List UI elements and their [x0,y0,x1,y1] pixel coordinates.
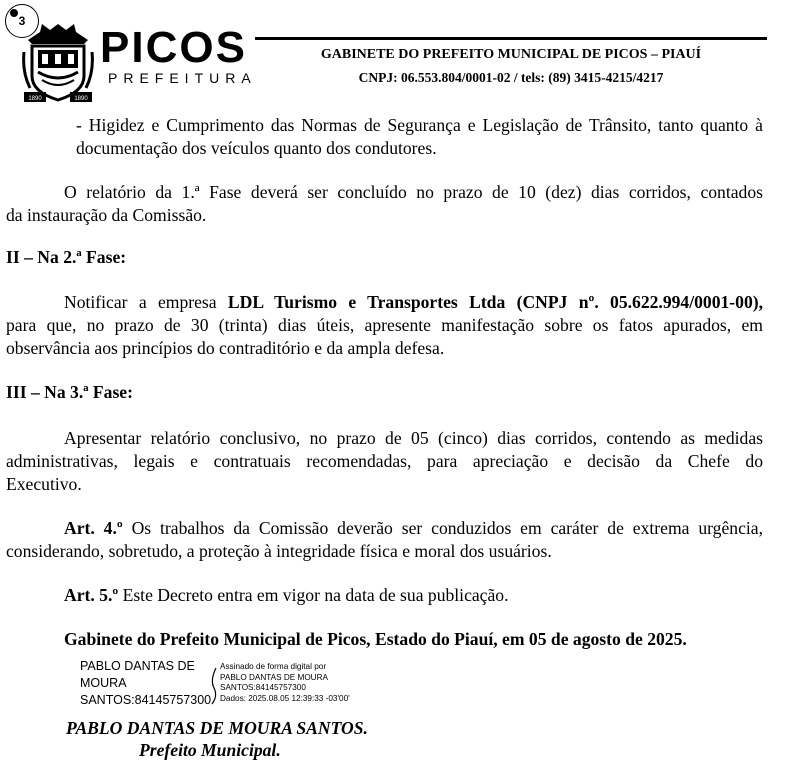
text-line: Apresentar relatório conclusivo, no prazo de 05 (cinco) dias corridos, contendo as medidas [64,428,763,448]
section-heading-phase2: II – Na 2.ª Fase: [6,247,127,267]
text-line: O relatório da 1.ª Fase deverá ser concluído no prazo de 10 (dez) dias corridos, contados [64,182,763,202]
text-line: da instauração da Comissão. [6,205,207,225]
text-line [6,291,763,314]
signature-meta-line: Assinado de forma digital por [220,662,327,671]
closing-statement: Gabinete do Prefeito Municipal de Picos, Estado do Piauí, em 05 de agosto de 2025. [64,629,687,649]
signer-role: Prefeito Municipal. [139,740,281,760]
signature-meta-line: Dados: 2025.08.05 12:39:33 -03'00' [220,693,350,703]
text-line: Executivo. [6,474,82,494]
signature-meta-line: PABLO DANTAS DE MOURA [220,672,328,682]
signature-name-line: PABLO DANTAS DE [80,659,195,673]
seal-year-left: 1890 [28,96,42,102]
paragraph-item-higidez [76,114,763,160]
paragraph-art4 [6,517,763,563]
paragraph-phase3 [6,427,763,496]
signature-name [80,658,220,709]
text-line [64,585,509,605]
paragraph-art5 [64,584,509,607]
text-line: para que, no prazo de 30 (trinta) dias úteis, apresente manifestação sobre os fatos apurados, em [6,315,763,335]
seal-year-right: 1890 [74,96,88,102]
municipal-seal-icon [22,22,94,104]
digital-signature-block [80,658,380,708]
brand-name: PICOS [100,23,247,72]
signature-name-line: MOURA [80,676,127,690]
text-run: Os trabalhos da Comissão deverão ser conduzidos em caráter de extrema urgência, [122,518,763,538]
article-label: Art. 4.º [64,518,123,538]
brand-subtitle: PREFEITURA [108,70,257,86]
signature-metadata [220,662,350,704]
text-run: Notificar a empresa [64,292,228,312]
text-line: considerando, sobretudo, a proteção à integridade física e moral dos usuários. [6,541,552,561]
text-line: observância aos princípios do contraditório e da ampla defesa. [6,338,445,358]
signature-name-line: SANTOS:84145757300 [80,693,212,707]
text-line: documentação dos veículos quanto dos condutores. [76,138,437,158]
header-divider [255,37,767,40]
page-number: 3 [18,14,26,28]
text-line [6,517,763,540]
text-line: - Higidez e Cumprimento das Normas de Segurança e Legislação de Trânsito, tanto quanto à [76,115,763,135]
text-run: Este Decreto entra em vigor na data de sua publicação. [118,585,509,605]
brand-logo [100,23,257,86]
company-name: LDL Turismo e Transportes Ltda (CNPJ nº. 05.622.994/0001-00), [227,292,764,312]
text-line: administrativas, legais e contratuais recomendadas, para apreciação e decisão da Chefe do [6,451,763,471]
office-cnpj-contact: CNPJ: 06.553.804/0001-02 / tels: (89) 3415-4215/4217 [358,70,664,85]
article-label: Art. 5.º [64,585,119,605]
section-heading-phase3: III – Na 3.ª Fase: [6,382,133,402]
signature-meta-line: SANTOS:84145757300 [220,683,306,692]
paragraph-phase2 [6,291,763,360]
office-title: GABINETE DO PREFEITO MUNICIPAL DE PICOS – PIAUÍ [320,47,702,62]
signer-name: PABLO DANTAS DE MOURA SANTOS. [66,718,368,738]
paragraph-phase1-deadline [6,181,763,227]
